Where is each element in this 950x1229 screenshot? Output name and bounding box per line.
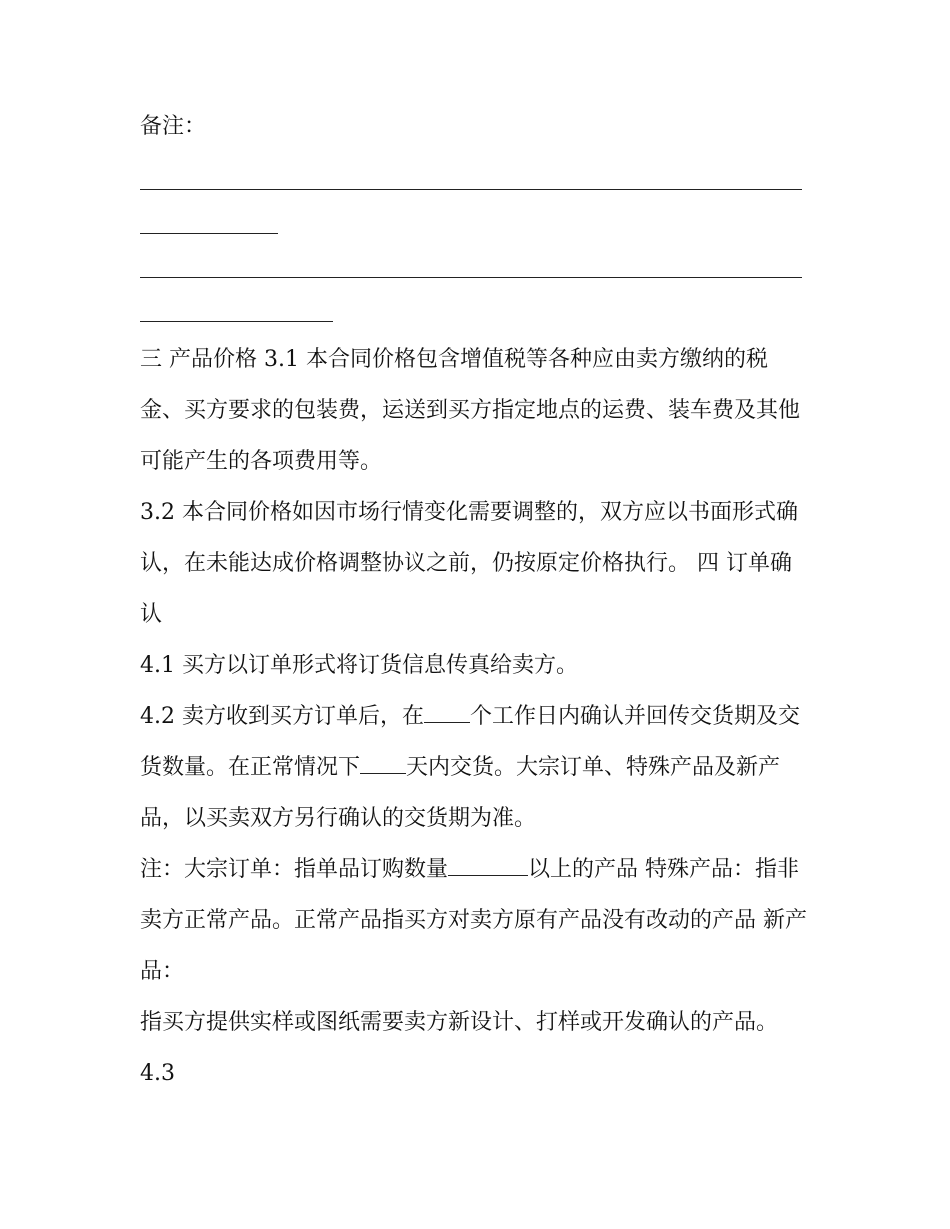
delivery-days-blank bbox=[360, 753, 406, 774]
section-4-2-text-b: 个工作日内确认并回传交货期及交货数量。在正常情况下 bbox=[140, 704, 800, 780]
section-4-2-text-a: 4.2 卖方收到买方订单后，在 bbox=[140, 704, 424, 729]
workdays-blank bbox=[424, 702, 470, 723]
remarks-label: 备注： bbox=[140, 114, 207, 139]
section-4-2-text-c: 天内交货。大宗订单、特殊产品及新产品，以买卖双方另行确认的交货期为准。 bbox=[140, 755, 781, 831]
section-3-price-paragraph: 三 产品价格 3.1 本合同价格包含增值税等各种应由卖方缴纳的税金、买方要求的包装费，运送到买方指定地点的运费、装车费及其他可能产生的各项费用等。 bbox=[140, 347, 801, 474]
document-page bbox=[140, 100, 820, 1099]
note-paragraph bbox=[140, 844, 810, 997]
new-product-paragraph: 指买方提供实样或图纸需要卖方新设计、打样或开发确认的产品。 4.3 bbox=[140, 1010, 779, 1086]
note-text-b: 以上的产品 特殊产品：指非卖方正常产品。正常产品指买方对卖方原有产品没有改动的产品 新产品： bbox=[140, 857, 807, 984]
remarks-blank-line-1 bbox=[140, 154, 820, 198]
section-4-2-paragraph bbox=[140, 691, 810, 844]
section-4-1-paragraph: 4.1 买方以订单形式将订货信息传真给卖方。 bbox=[140, 653, 578, 678]
remarks-blank-line-4 bbox=[140, 286, 820, 330]
note-text-a: 注：大宗订单：指单品订购数量 bbox=[140, 857, 449, 882]
remarks-blank-line-3 bbox=[140, 242, 820, 286]
bulk-quantity-blank bbox=[448, 855, 528, 876]
section-3-2-paragraph: 3.2 本合同价格如因市场行情变化需要调整的，双方应以书面形式确认，在未能达成价格调整协议之前，仍按原定价格执行。 四 订单确认 bbox=[140, 500, 798, 627]
remarks-blank-line-2 bbox=[140, 198, 820, 242]
